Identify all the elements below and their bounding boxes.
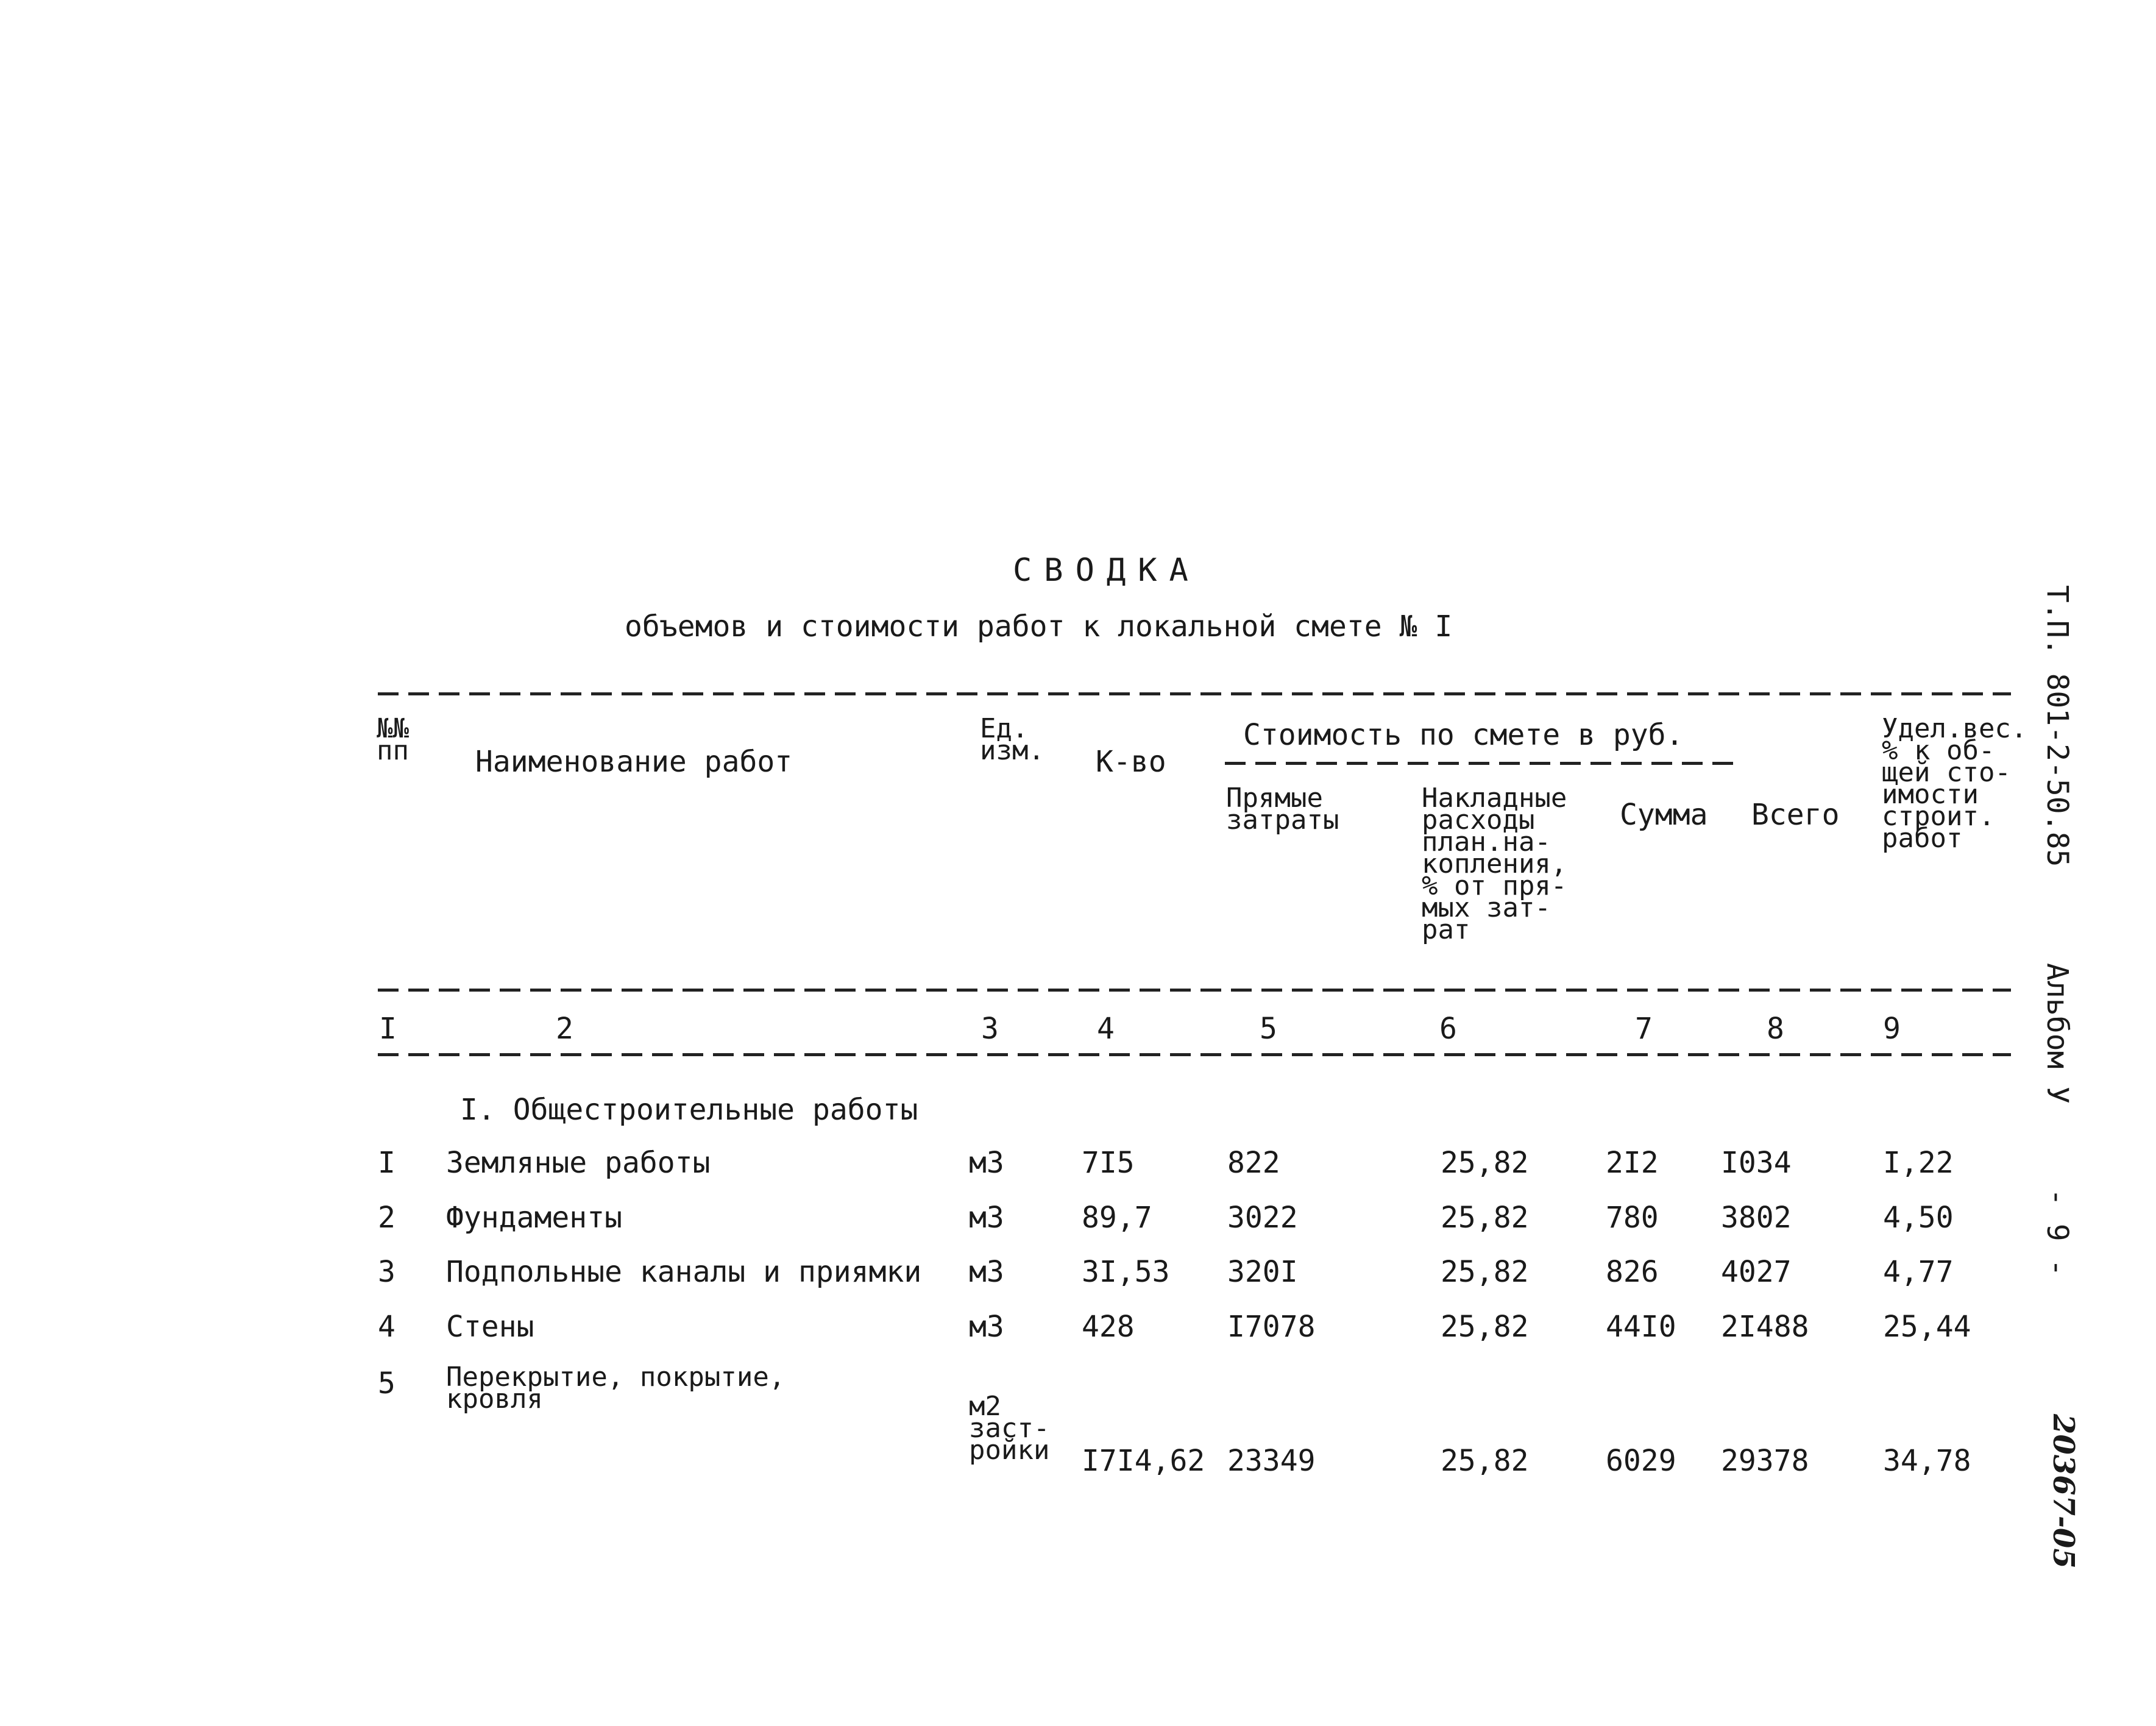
- table-top-rule: [378, 692, 2011, 695]
- row-direct: 822: [1227, 1146, 1280, 1180]
- row-total: 2I488: [1721, 1310, 1809, 1344]
- row-direct: 23349: [1227, 1444, 1316, 1478]
- margin-album: Альбом У: [2040, 963, 2074, 1104]
- header-sum: Сумма: [1620, 798, 1708, 832]
- numbers-bottom-rule: [378, 1053, 2011, 1056]
- row-total: 4027: [1721, 1255, 1792, 1289]
- column-number: I: [379, 1012, 397, 1046]
- header-direct: Прямые затраты: [1226, 783, 1339, 836]
- row-sum: 780: [1606, 1201, 1659, 1235]
- row-name: Земляные работы: [446, 1146, 711, 1180]
- header-total: Всего: [1751, 798, 1840, 832]
- row-num: 3: [378, 1255, 395, 1289]
- row-sum: 826: [1606, 1255, 1659, 1289]
- column-number: 6: [1439, 1012, 1457, 1046]
- column-number: 7: [1635, 1012, 1653, 1046]
- row-num: I: [378, 1146, 395, 1180]
- row-sum: 44I0: [1606, 1310, 1676, 1344]
- row-num: 5: [378, 1366, 395, 1401]
- document-title: СВОДКА: [1013, 552, 1200, 589]
- row-total: 3802: [1721, 1201, 1792, 1235]
- header-num: №№ пп: [377, 713, 409, 766]
- row-sum: 6029: [1606, 1444, 1676, 1478]
- row-overhead: 25,82: [1441, 1444, 1529, 1478]
- column-number: 9: [1883, 1012, 1901, 1046]
- column-number: 4: [1097, 1012, 1115, 1046]
- row-overhead: 25,82: [1441, 1146, 1529, 1180]
- row-qty: 428: [1082, 1310, 1135, 1344]
- row-num: 4: [378, 1310, 395, 1344]
- row-total: I034: [1721, 1146, 1792, 1180]
- section-heading: I. Общестроительные работы: [460, 1093, 918, 1127]
- row-unit: м2 заст- ройки: [969, 1391, 1050, 1466]
- row-share: 25,44: [1883, 1310, 1971, 1344]
- row-qty: 89,7: [1082, 1201, 1152, 1235]
- row-share: 4,50: [1883, 1201, 1954, 1235]
- row-overhead: 25,82: [1441, 1310, 1529, 1344]
- row-total: 29378: [1721, 1444, 1809, 1478]
- cost-group-rule: [1225, 762, 1743, 765]
- header-qty: К-во: [1096, 745, 1166, 779]
- row-share: I,22: [1883, 1146, 1954, 1180]
- margin-inventory: 20367-05: [2046, 1414, 2080, 1569]
- row-name: Перекрытие, покрытие, кровля: [446, 1362, 785, 1415]
- column-number: 5: [1260, 1012, 1277, 1046]
- row-direct: 320I: [1227, 1255, 1298, 1289]
- column-number: 8: [1767, 1012, 1784, 1046]
- header-bottom-rule: [378, 989, 2011, 992]
- row-num: 2: [378, 1201, 395, 1235]
- row-overhead: 25,82: [1441, 1255, 1529, 1289]
- margin-page: - 9 -: [2040, 1188, 2074, 1277]
- row-sum: 2I2: [1606, 1146, 1659, 1180]
- row-direct: 3022: [1227, 1201, 1298, 1235]
- column-number: 2: [556, 1012, 573, 1046]
- header-name: Наименование работ: [475, 745, 793, 779]
- row-share: 4,77: [1883, 1255, 1954, 1289]
- header-unit: Ед. изм.: [980, 713, 1044, 766]
- row-share: 34,78: [1883, 1444, 1971, 1478]
- row-unit: м3: [969, 1255, 1004, 1289]
- row-unit: м3: [969, 1310, 1004, 1344]
- document-subtitle: объемов и стоимости работ к локальной смете № I: [625, 609, 1453, 644]
- row-name: Фундаменты: [446, 1201, 622, 1235]
- row-qty: 7I5: [1082, 1146, 1135, 1180]
- row-name: Стены: [446, 1310, 534, 1344]
- header-cost-group: Стоимость по смете в руб.: [1243, 718, 1684, 752]
- row-qty: 3I,53: [1082, 1255, 1170, 1289]
- header-overhead: Накладные расходы план.на- копления, % от пря- мых зат- рат: [1422, 783, 1567, 945]
- row-overhead: 25,82: [1441, 1201, 1529, 1235]
- margin-code: Т.П. 801-2-50.85: [2040, 585, 2074, 867]
- row-name: Подпольные каналы и приямки: [446, 1255, 922, 1289]
- row-direct: I7078: [1227, 1310, 1316, 1344]
- column-number: 3: [981, 1012, 999, 1046]
- header-share: Удел.вес. % к об- щей сто- имости строит. работ: [1882, 713, 2027, 854]
- row-qty: I7I4,62: [1082, 1444, 1205, 1478]
- row-unit: м3: [969, 1146, 1004, 1180]
- row-unit: м3: [969, 1201, 1004, 1235]
